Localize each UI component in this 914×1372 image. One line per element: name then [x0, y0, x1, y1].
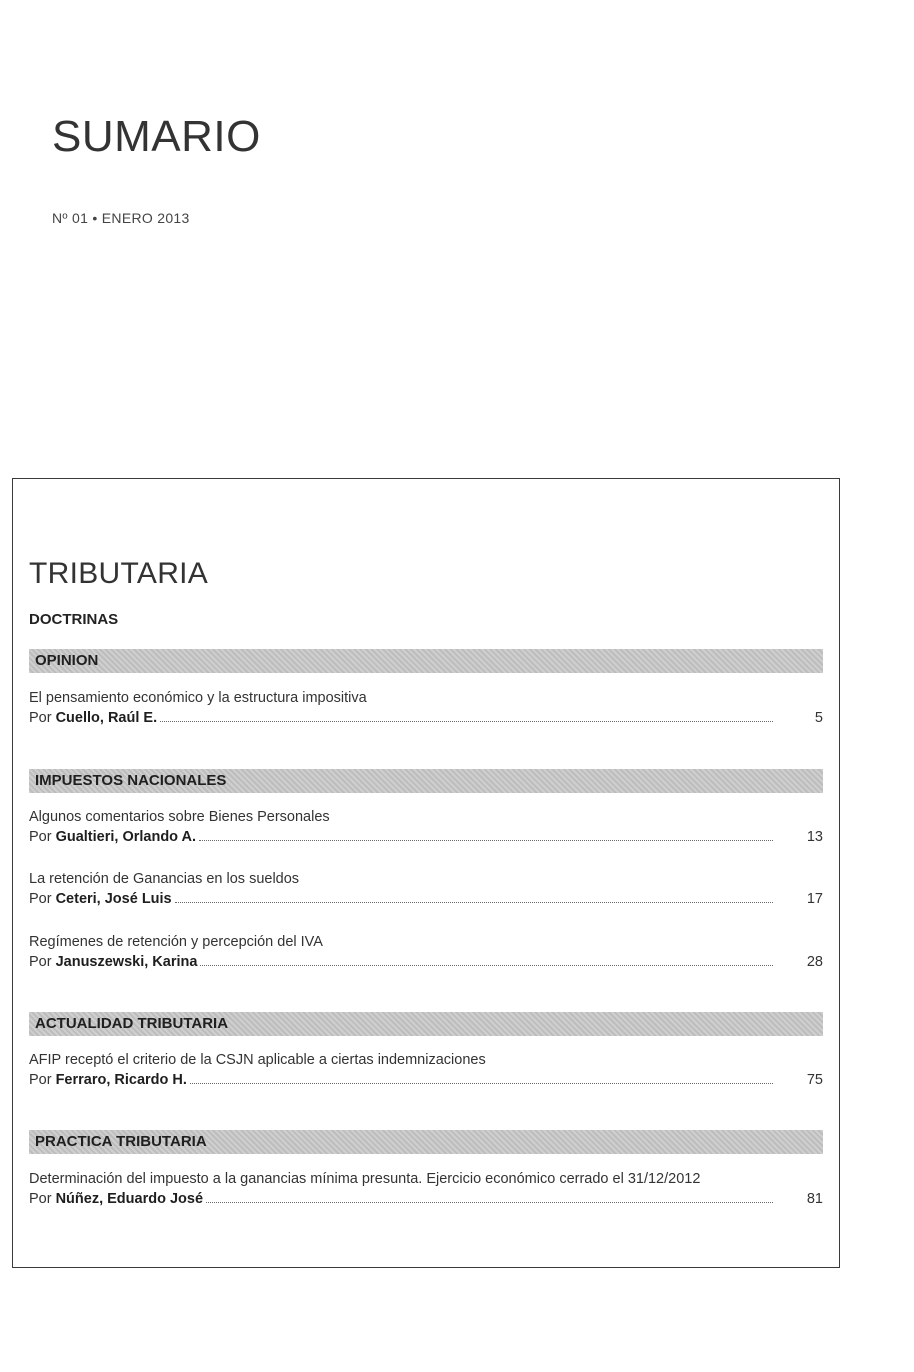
- page-number: 81: [806, 1191, 823, 1207]
- category-band-opinion: OPINION: [29, 649, 823, 673]
- entry-title: La retención de Ganancias en los sueldos: [29, 871, 300, 887]
- entry-title: Determinación del impuesto a la ganancias mínima presunta. Ejercicio económico cerrado el 31/12/2012: [29, 1171, 701, 1187]
- por-label: Por: [29, 1072, 52, 1088]
- category-band-practica-tributaria: PRACTICA TRIBUTARIA: [29, 1130, 823, 1154]
- page-number: 13: [806, 829, 823, 845]
- author-line: [29, 952, 823, 972]
- author-name: Ceteri, José Luis: [55, 891, 172, 907]
- section-title: TRIBUTARIA: [29, 557, 209, 590]
- subsection-heading: DOCTRINAS: [29, 611, 119, 628]
- toc-entry[interactable]: [29, 1051, 823, 1090]
- toc-entry[interactable]: [29, 808, 823, 847]
- page-title: SUMARIO: [52, 112, 261, 161]
- entry-title: AFIP receptó el criterio de la CSJN aplicable a ciertas indemnizaciones: [29, 1052, 486, 1068]
- dot-leader: [206, 1190, 773, 1203]
- page-number: 75: [806, 1072, 823, 1088]
- toc-entry[interactable]: [29, 1170, 823, 1209]
- page-number: 28: [806, 954, 823, 970]
- entry-title: El pensamiento económico y la estructura impositiva: [29, 690, 367, 706]
- issue-info: Nº 01 • ENERO 2013: [52, 210, 190, 226]
- dot-leader: [160, 709, 773, 722]
- author-name: Gualtieri, Orlando A.: [55, 829, 197, 845]
- author-name: Cuello, Raúl E.: [55, 710, 158, 726]
- por-label: Por: [29, 710, 52, 726]
- dot-leader: [200, 953, 773, 966]
- por-label: Por: [29, 1191, 52, 1207]
- author-line: [29, 889, 823, 909]
- author-line: [29, 827, 823, 847]
- author-name: Ferraro, Ricardo H.: [55, 1072, 187, 1088]
- entry-title: Algunos comentarios sobre Bienes Personales: [29, 809, 330, 825]
- table-of-contents: [12, 478, 840, 1268]
- author-line: [29, 1189, 823, 1209]
- page-number: 17: [806, 891, 823, 907]
- toc-entry[interactable]: [29, 933, 823, 972]
- por-label: Por: [29, 829, 52, 845]
- page-number: 5: [814, 710, 823, 726]
- por-label: Por: [29, 954, 52, 970]
- dot-leader: [199, 828, 773, 841]
- dot-leader: [175, 890, 773, 903]
- author-name: Núñez, Eduardo José: [55, 1191, 204, 1207]
- toc-entry[interactable]: [29, 689, 823, 728]
- toc-entry[interactable]: [29, 870, 823, 909]
- category-band-actualidad-tributaria: ACTUALIDAD TRIBUTARIA: [29, 1012, 823, 1036]
- dot-leader: [190, 1071, 773, 1084]
- entry-title: Regímenes de retención y percepción del IVA: [29, 934, 323, 950]
- author-line: [29, 1070, 823, 1090]
- category-band-impuestos-nacionales: IMPUESTOS NACIONALES: [29, 769, 823, 793]
- por-label: Por: [29, 891, 52, 907]
- author-line: [29, 708, 823, 728]
- author-name: Januszewski, Karina: [55, 954, 198, 970]
